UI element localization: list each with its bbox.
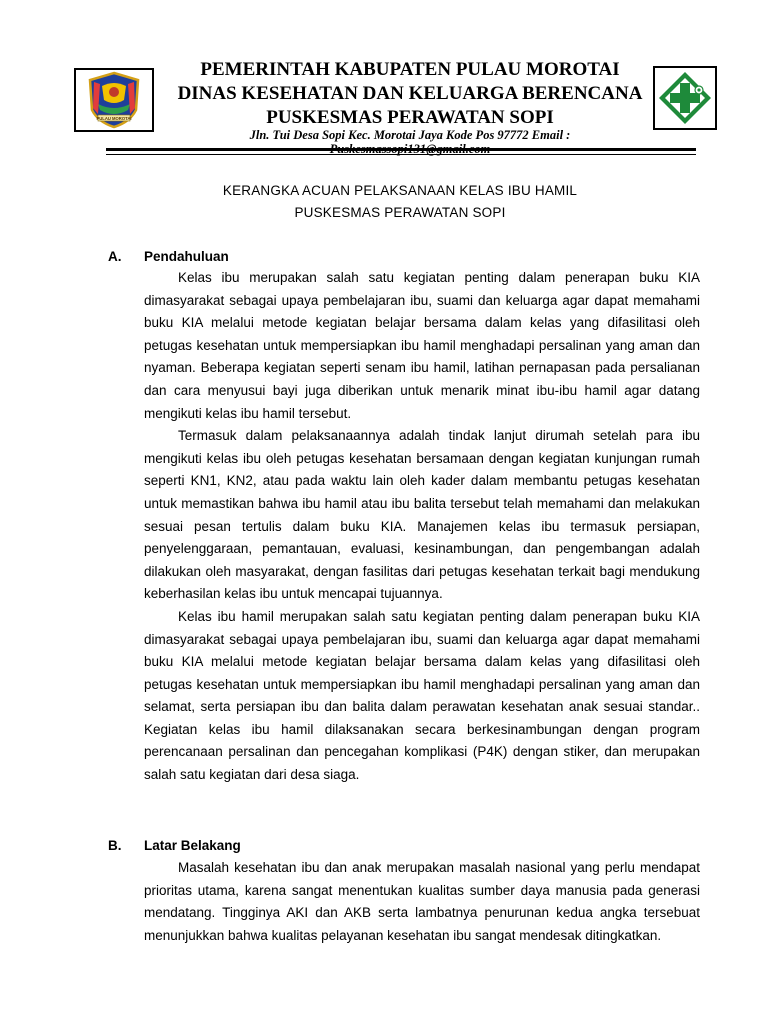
paragraph: Kelas ibu hamil merupakan salah satu kegiatan penting dalam penerapan buku KIA dimasyarakat sebagai upaya pembelajaran ibu, suami dan keluarga agar dapat memahami buku KIA melalui metode kegiatan belajar bersama dalam kelas yang difasilitasi oleh petugas kesehatan untuk mempersiapkan ibu hamil menghadapi persalinan yang aman dan selamat, serta persiapan ibu dan balita dalam perawatan kesehatan anak sesuai standar.. Kegiatan kelas ibu hamil dilaksanakan secara berkesinambungan dengan program perencanaan persalinan dan pencegahan komplikasi (P4K) dengan stiker, dan merupakan salah satu kegiatan dari desa siaga.	[144, 608, 700, 783]
address-line-1: Jln. Tui Desa Sopi Kec. Morotai Jaya Kode Pos 97772 Email :	[249, 128, 571, 142]
letterhead-address	[180, 128, 640, 156]
regency-crest-logo	[74, 68, 154, 132]
letterhead-rule-thin	[106, 154, 696, 155]
document-title	[100, 180, 700, 224]
section-heading-a	[108, 247, 229, 267]
section-number: B.	[108, 838, 122, 853]
paragraph: Masalah kesehatan ibu dan anak merupakan masalah nasional yang perlu mendapat prioritas utama, karena sangat menentukan kualitas sumber daya manusia pada generasi mendatang. Tingginya AKI dan AKB serta lambatnya penurunan kedua angka tersebuat menunjukkan bahwa kualitas pelayanan kesehatan ibu sangat mendesak ditingkatkan.	[144, 860, 700, 943]
section-number: A.	[108, 249, 122, 264]
letterhead-line-3: PUSKESMAS PERAWATAN SOPI	[266, 107, 554, 128]
letterhead-title	[150, 58, 670, 130]
paragraph: Termasuk dalam pelaksanaannya adalah tindak lanjut dirumah setelah para ibu mengikuti kelas ibu oleh petugas kesehatan bersamaan dengan kegiatan kunjungan rumah seperti KN1, KN2, atau pada waktu lain oleh kader dalam membantu petugas kesehatan untuk memastikan bahwa ibu hamil atau ibu balita tersebut telah memahami dan melakukan sesuai pesan tertulis dalam buku KIA. Manajemen kelas ibu termasuk persiapan, penyelenggaraan, pemantauan, evaluasi, kesinambungan, dan pengembangan adalah dilakukan oleh masyarakat, dengan fasilitas dari petugas kesehatan terkait bagi mendukung keberhasilan kelas ibu untuk mencapai tujuannya.	[144, 428, 700, 602]
section-body-a	[144, 267, 700, 787]
section-body-b	[144, 857, 700, 947]
section-heading-b	[108, 836, 241, 856]
puskesmas-logo	[653, 66, 717, 130]
crest-banner-text: PULAU MOROTAI	[96, 116, 132, 121]
section-title: Latar Belakang	[144, 838, 241, 853]
section-title: Pendahuluan	[144, 249, 229, 264]
title-line-2: PUSKESMAS PERAWATAN SOPI	[294, 205, 506, 220]
letterhead-line-1: PEMERINTAH KABUPATEN PULAU MOROTAI	[200, 59, 620, 80]
title-line-1: KERANGKA ACUAN PELAKSANAAN KELAS IBU HAMIL	[222, 183, 578, 198]
letterhead-rule-thick	[106, 148, 696, 151]
puskesmas-cross-icon	[655, 68, 715, 128]
letterhead-line-2: DINAS KESEHATAN DAN KELUARGA BERENCANA	[177, 83, 643, 104]
regency-crest-icon	[76, 70, 152, 130]
paragraph: Kelas ibu merupakan salah satu kegiatan penting dalam penerapan buku KIA dimasyarakat sebagai upaya pembelajaran ibu, suami dan keluarga agar dapat memahami buku KIA melalui metode kegiatan belajar bersama dalam kelas yang difasilitasi oleh petugas kesehatan untuk mempersiapkan ibu hamil menghadapi persalinan yang aman dan nyaman. Beberapa kegiatan seperti senam ibu hamil, latihan pernapasan pada persalianan dan cara menyusui bayi juga diberikan untuk menarik minat ibu-ibu hamil agar datang mengikuti kelas ibu hamil tersebut.	[144, 270, 700, 421]
